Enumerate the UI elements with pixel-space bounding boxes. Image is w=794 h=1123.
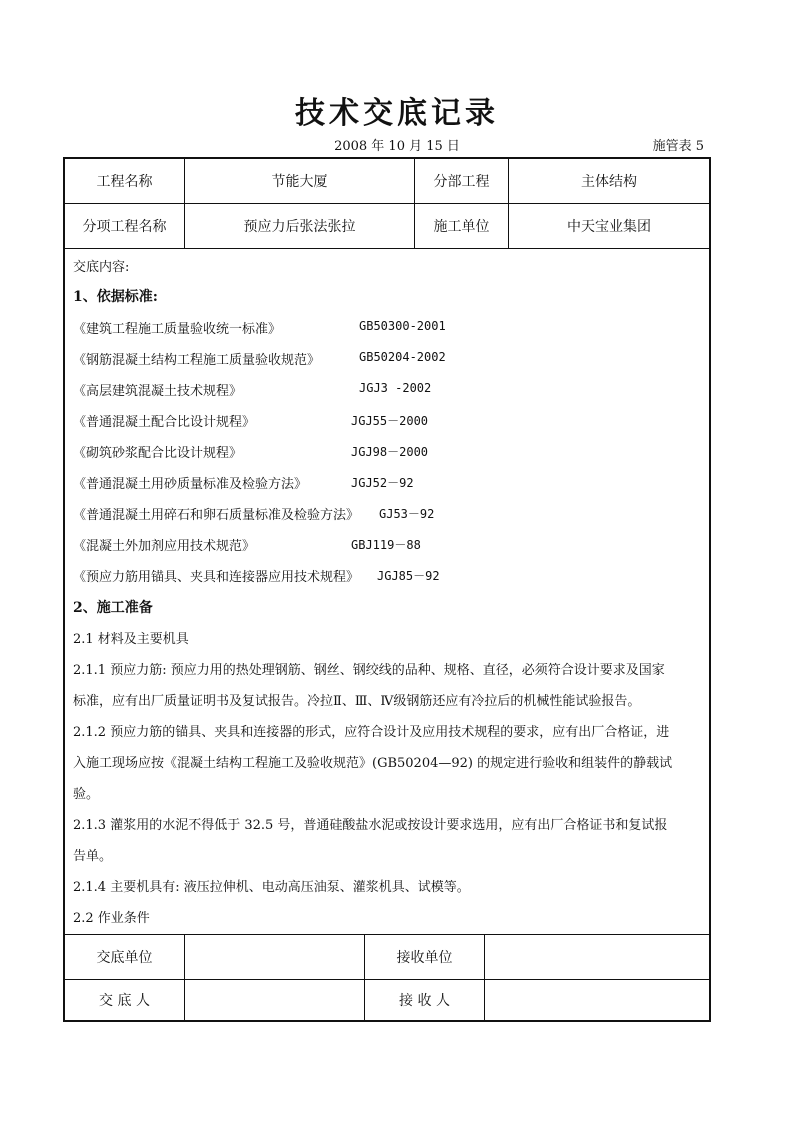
standard-item: 《普通混凝土用砂质量标准及检验方法》: [73, 477, 308, 492]
standard-code: JGJ3 -2002: [359, 381, 432, 395]
info-row-project: [65, 159, 709, 204]
standard-item: 《建筑工程施工质量验收统一标准》: [73, 322, 282, 337]
standard-item: 《普通混凝土配合比设计规程》: [73, 415, 256, 430]
standard-item: 《普通混凝土用碎石和卵石质量标准及检验方法》: [73, 508, 360, 523]
document-date: 2008 年 10 月 15 日: [334, 139, 460, 154]
content-intro: 交底内容:: [73, 260, 130, 275]
standard-item: 《高层建筑混凝土技术规程》: [73, 384, 243, 399]
construction-unit-label: 施工单位: [415, 204, 509, 248]
standard-code: JGJ55－2000: [351, 414, 429, 428]
paragraph-2-1-2: 2.1.2 预应力筋的锚具、夹具和连接器的形式，应符合设计及应用技术规程的要求，应有出厂合格证，进: [73, 725, 670, 740]
standard-item: 《预应力筋用锚具、夹具和连接器应用技术规程》: [73, 570, 360, 585]
form-number: 施管表 5: [652, 139, 704, 154]
project-name-value: 节能大厦: [185, 159, 415, 203]
standard-item: 《钢筋混凝土结构工程施工质量验收规范》: [73, 353, 321, 368]
construction-unit-value: 中天宝业集团: [567, 219, 651, 235]
disclosure-content: [65, 249, 709, 934]
discloser-value[interactable]: [185, 979, 365, 1020]
paragraph-2-1-2-end: 验。: [73, 787, 100, 802]
paragraph-2-1-4: 2.1.4 主要机具有: 液压拉伸机、电动高压油泵、灌浆机具、试模等。: [73, 880, 470, 895]
division-label: 分部工程: [415, 159, 509, 203]
subsection-2-2: 2.2 作业条件: [73, 911, 150, 926]
standard-item: 《砌筑砂浆配合比设计规程》: [73, 446, 243, 461]
standard-code: GB50204-2002: [359, 350, 446, 364]
standard-code: JGJ98－2000: [351, 445, 429, 459]
subsection-2-1: 2.1 材料及主要机具: [73, 632, 189, 647]
standard-code: GBJ119－88: [351, 538, 421, 552]
discloser-label: 交 底 人: [65, 979, 185, 1020]
receiving-unit-label: 接收单位: [365, 935, 485, 979]
disclosing-unit-label: 交底单位: [65, 935, 185, 979]
paragraph-2-1-1: 2.1.1 预应力筋: 预应力用的热处理钢筋、钢丝、钢绞线的品种、规格、直径，必须符合设计要求及国家: [73, 663, 665, 678]
info-row-item: [65, 204, 709, 249]
signature-row-person: [65, 979, 709, 1020]
project-name-label: 工程名称: [65, 159, 185, 203]
document-title: 技术交底记录: [295, 96, 499, 131]
receiver-label: 接 收 人: [365, 979, 485, 1020]
section-1-heading: 1、依据标准:: [73, 289, 158, 305]
standard-item: 《混凝土外加剂应用技术规范》: [73, 539, 256, 554]
paragraph-2-1-2-cont: 入施工现场应按《混凝土结构工程施工及验收规范》(GB50204—92) 的规定进行验收和组装件的静载试: [73, 756, 673, 771]
signature-row-unit: [65, 934, 709, 980]
record-table: [63, 157, 711, 1022]
standard-code: GB50300-2001: [359, 319, 446, 333]
standard-code: GJ53－92: [379, 507, 435, 521]
standard-code: JGJ85－92: [377, 569, 440, 583]
disclosing-unit-value[interactable]: [185, 935, 365, 979]
paragraph-2-1-3-cont: 告单。: [73, 849, 113, 864]
paragraph-2-1-3: 2.1.3 灌浆用的水泥不得低于 32.5 号，普通硅酸盐水泥或按设计要求选用，应有出厂合格证书和复试报: [73, 818, 668, 833]
paragraph-2-1-1-cont: 标准，应有出厂质量证明书及复试报告。冷拉Ⅱ、Ⅲ、Ⅳ级钢筋还应有冷拉后的机械性能试验报告。: [73, 694, 641, 709]
sub-item-label: 分项工程名称: [65, 204, 185, 248]
standard-code: JGJ52－92: [351, 476, 414, 490]
division-value: 主体结构: [581, 174, 637, 190]
receiver-value[interactable]: [485, 979, 709, 1020]
sub-item-value: 预应力后张法张拉: [185, 204, 415, 248]
section-2-heading: 2、施工准备: [73, 600, 153, 616]
receiving-unit-value[interactable]: [485, 935, 709, 979]
